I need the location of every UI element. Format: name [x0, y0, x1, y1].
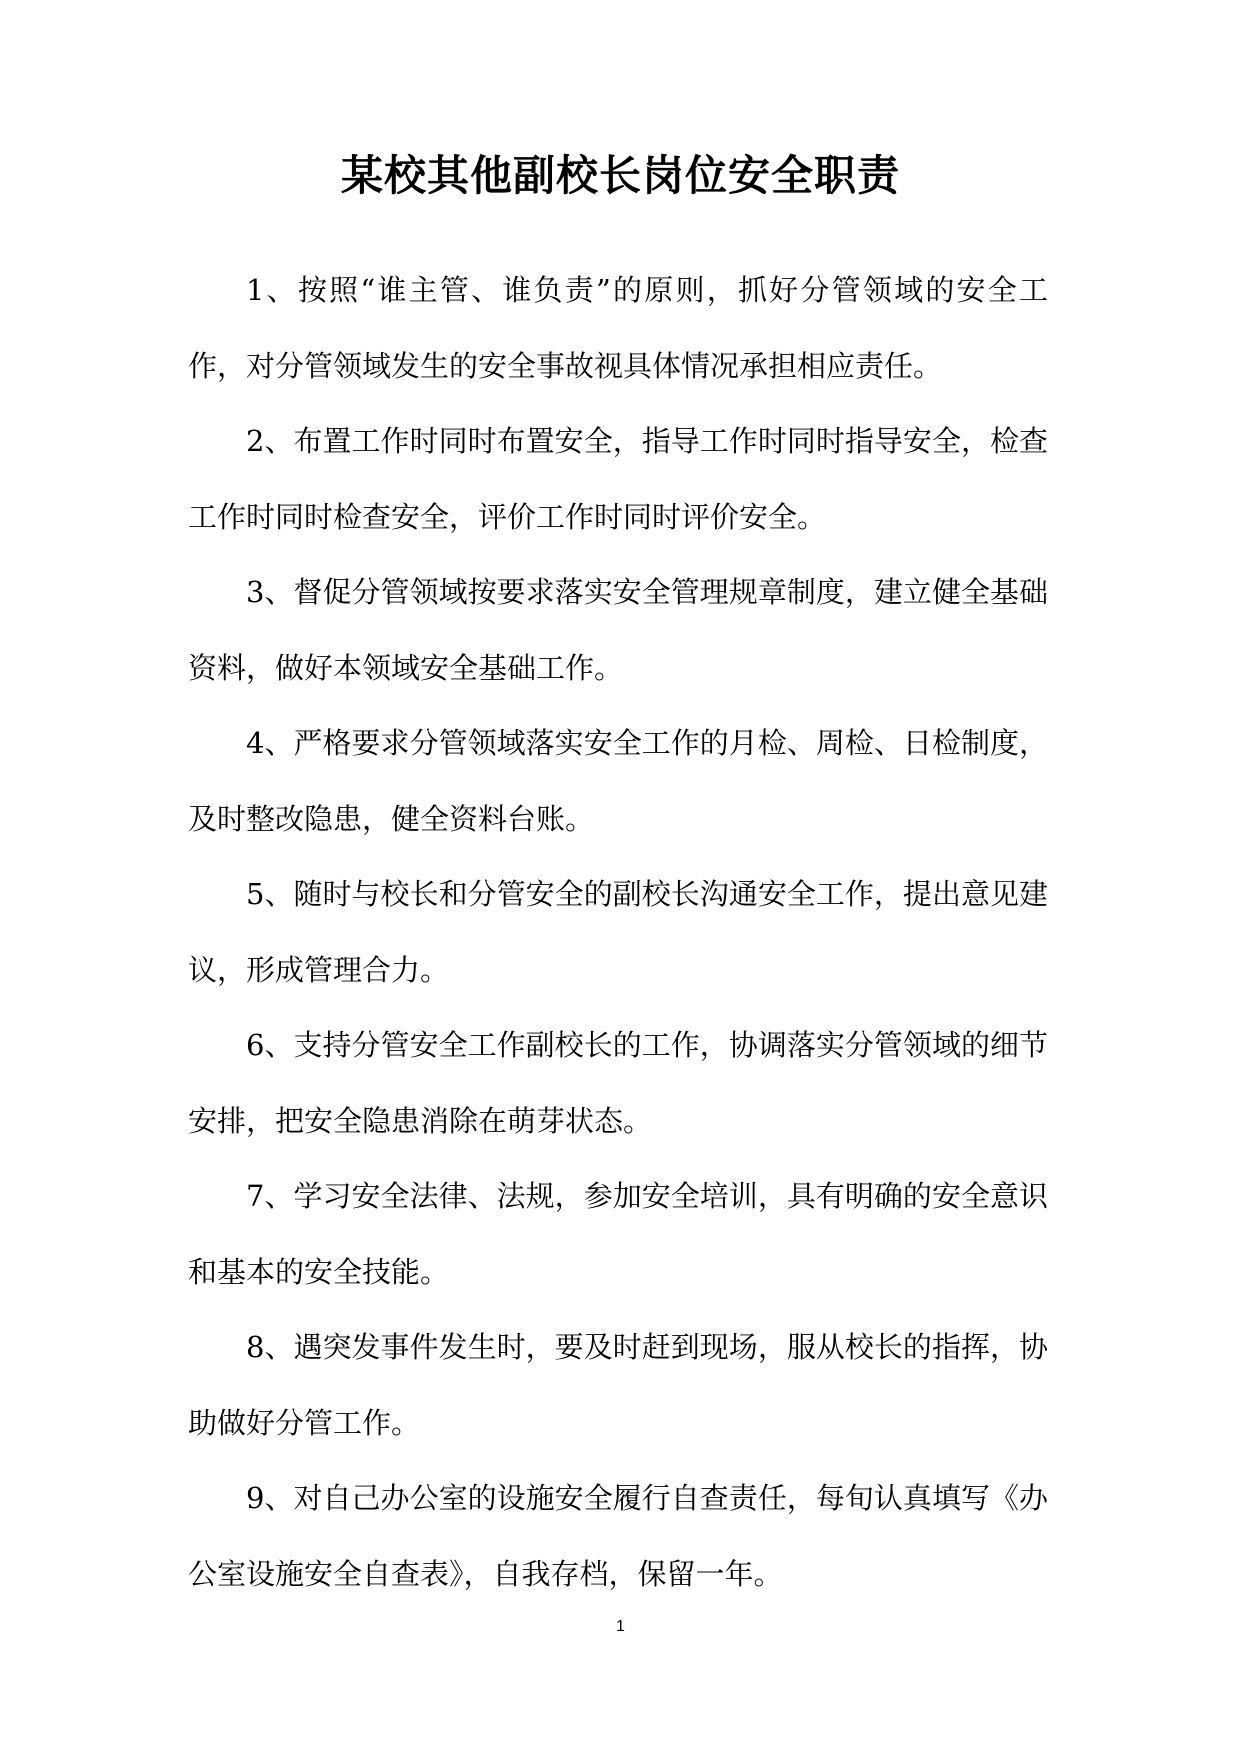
paragraph-4: 4、严格要求分管领域落实安全工作的月检、周检、日检制度，及时整改隐患，健全资料台账。: [188, 726, 1048, 836]
paragraph-6: 6、支持分管安全工作副校长的工作，协调落实分管领域的细节安排，把安全隐患消除在萌芽状态。: [188, 1028, 1048, 1138]
document-body: [188, 253, 1048, 1612]
paragraph-2: 2、布置工作时同时布置安全，指导工作时同时指导安全，检查工作时同时检查安全，评价工作时同时评价安全。: [188, 424, 1048, 534]
paragraph-7: 7、学习安全法律、法规，参加安全培训，具有明确的安全意识和基本的安全技能。: [188, 1179, 1048, 1289]
paragraph-1: 1、按照“谁主管、谁负责”的原则，抓好分管领域的安全工作，对分管领域发生的安全事故视具体情况承担相应责任。: [188, 273, 1048, 383]
document-title: 某校其他副校长岗位安全职责: [340, 151, 900, 200]
paragraph-8: 8、遇突发事件发生时，要及时赶到现场，服从校长的指挥，协助做好分管工作。: [188, 1330, 1048, 1440]
paragraph-3: 3、督促分管领域按要求落实安全管理规章制度，建立健全基础资料，做好本领域安全基础工作。: [188, 575, 1048, 685]
page-number: 1: [616, 1618, 625, 1635]
paragraph-9: 9、对自己办公室的设施安全履行自查责任，每旬认真填写《办公室设施安全自查表》，自我存档，保留一年。: [188, 1481, 1048, 1591]
paragraph-5: 5、随时与校长和分管安全的副校长沟通安全工作，提出意见建议，形成管理合力。: [188, 877, 1048, 987]
